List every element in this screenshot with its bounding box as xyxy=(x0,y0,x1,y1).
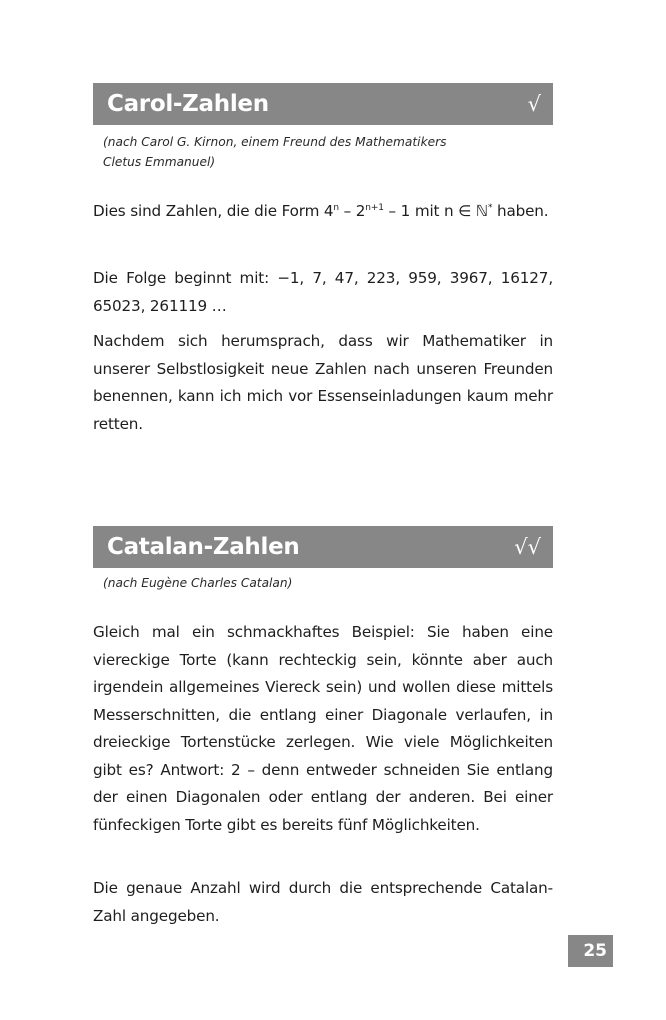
paragraph-definition xyxy=(93,198,553,226)
subtitle-line: (nach Carol G. Kirnon, einem Freund des Mathematikers xyxy=(103,135,447,149)
superscript: * xyxy=(487,203,493,213)
section-subtitle xyxy=(103,573,543,593)
section-header-carol xyxy=(93,83,553,125)
difficulty-root-icon: √ xyxy=(527,92,541,116)
paragraph-anecdote: Nachdem sich herumsprach, dass wir Mathematiker in unserer Selbstlosigkeit neue Zahlen nach unseren Freunden benennen, kann ich mich vor Essenseinladungen kaum mehr retten. xyxy=(93,332,553,433)
paragraph-conclusion: Die genaue Anzahl wird durch die entsprechende Catalan-Zahl angegeben. xyxy=(93,879,553,925)
paragraph-sequence: Die Folge beginnt mit: −1, 7, 47, 223, 959, 3967, 16127, 65023, 261119 … xyxy=(93,269,553,315)
subtitle-line: (nach Eugène Charles Catalan) xyxy=(103,576,293,590)
section-subtitle xyxy=(103,132,543,172)
page-number: 25 xyxy=(568,935,613,967)
text: haben. xyxy=(492,202,549,220)
superscript: n+1 xyxy=(365,203,384,213)
difficulty-root-icon: √√ xyxy=(514,535,541,559)
section-header-catalan xyxy=(93,526,553,568)
superscript: n xyxy=(333,203,339,213)
section-title: Catalan-Zahlen xyxy=(107,534,300,560)
subtitle-line: Cletus Emmanuel) xyxy=(103,155,216,169)
text: – 1 mit n ∈ ℕ xyxy=(383,202,488,220)
text: Dies sind Zahlen, die die Form 4 xyxy=(93,202,334,220)
paragraph-example: Gleich mal ein schmackhaftes Beispiel: Sie haben eine viereckige Torte (kann rechteckig sein, könnte aber auch irgendein allgemeines Viereck sein) und wollen diese mittels Messerschnitten, die entlang einer Diagonale verlaufen, in dreieckige Tortenstücke zerlegen. Wie viele Möglichkeiten gibt es? Antwort: 2 – denn entweder schneiden Sie entlang der einen Diagonalen oder entlang der anderen. Bei einer fünfeckigen Torte gibt es bereits fünf Möglichkeiten. xyxy=(93,623,553,834)
text: – 2 xyxy=(338,202,366,220)
section-title: Carol-Zahlen xyxy=(107,91,269,117)
